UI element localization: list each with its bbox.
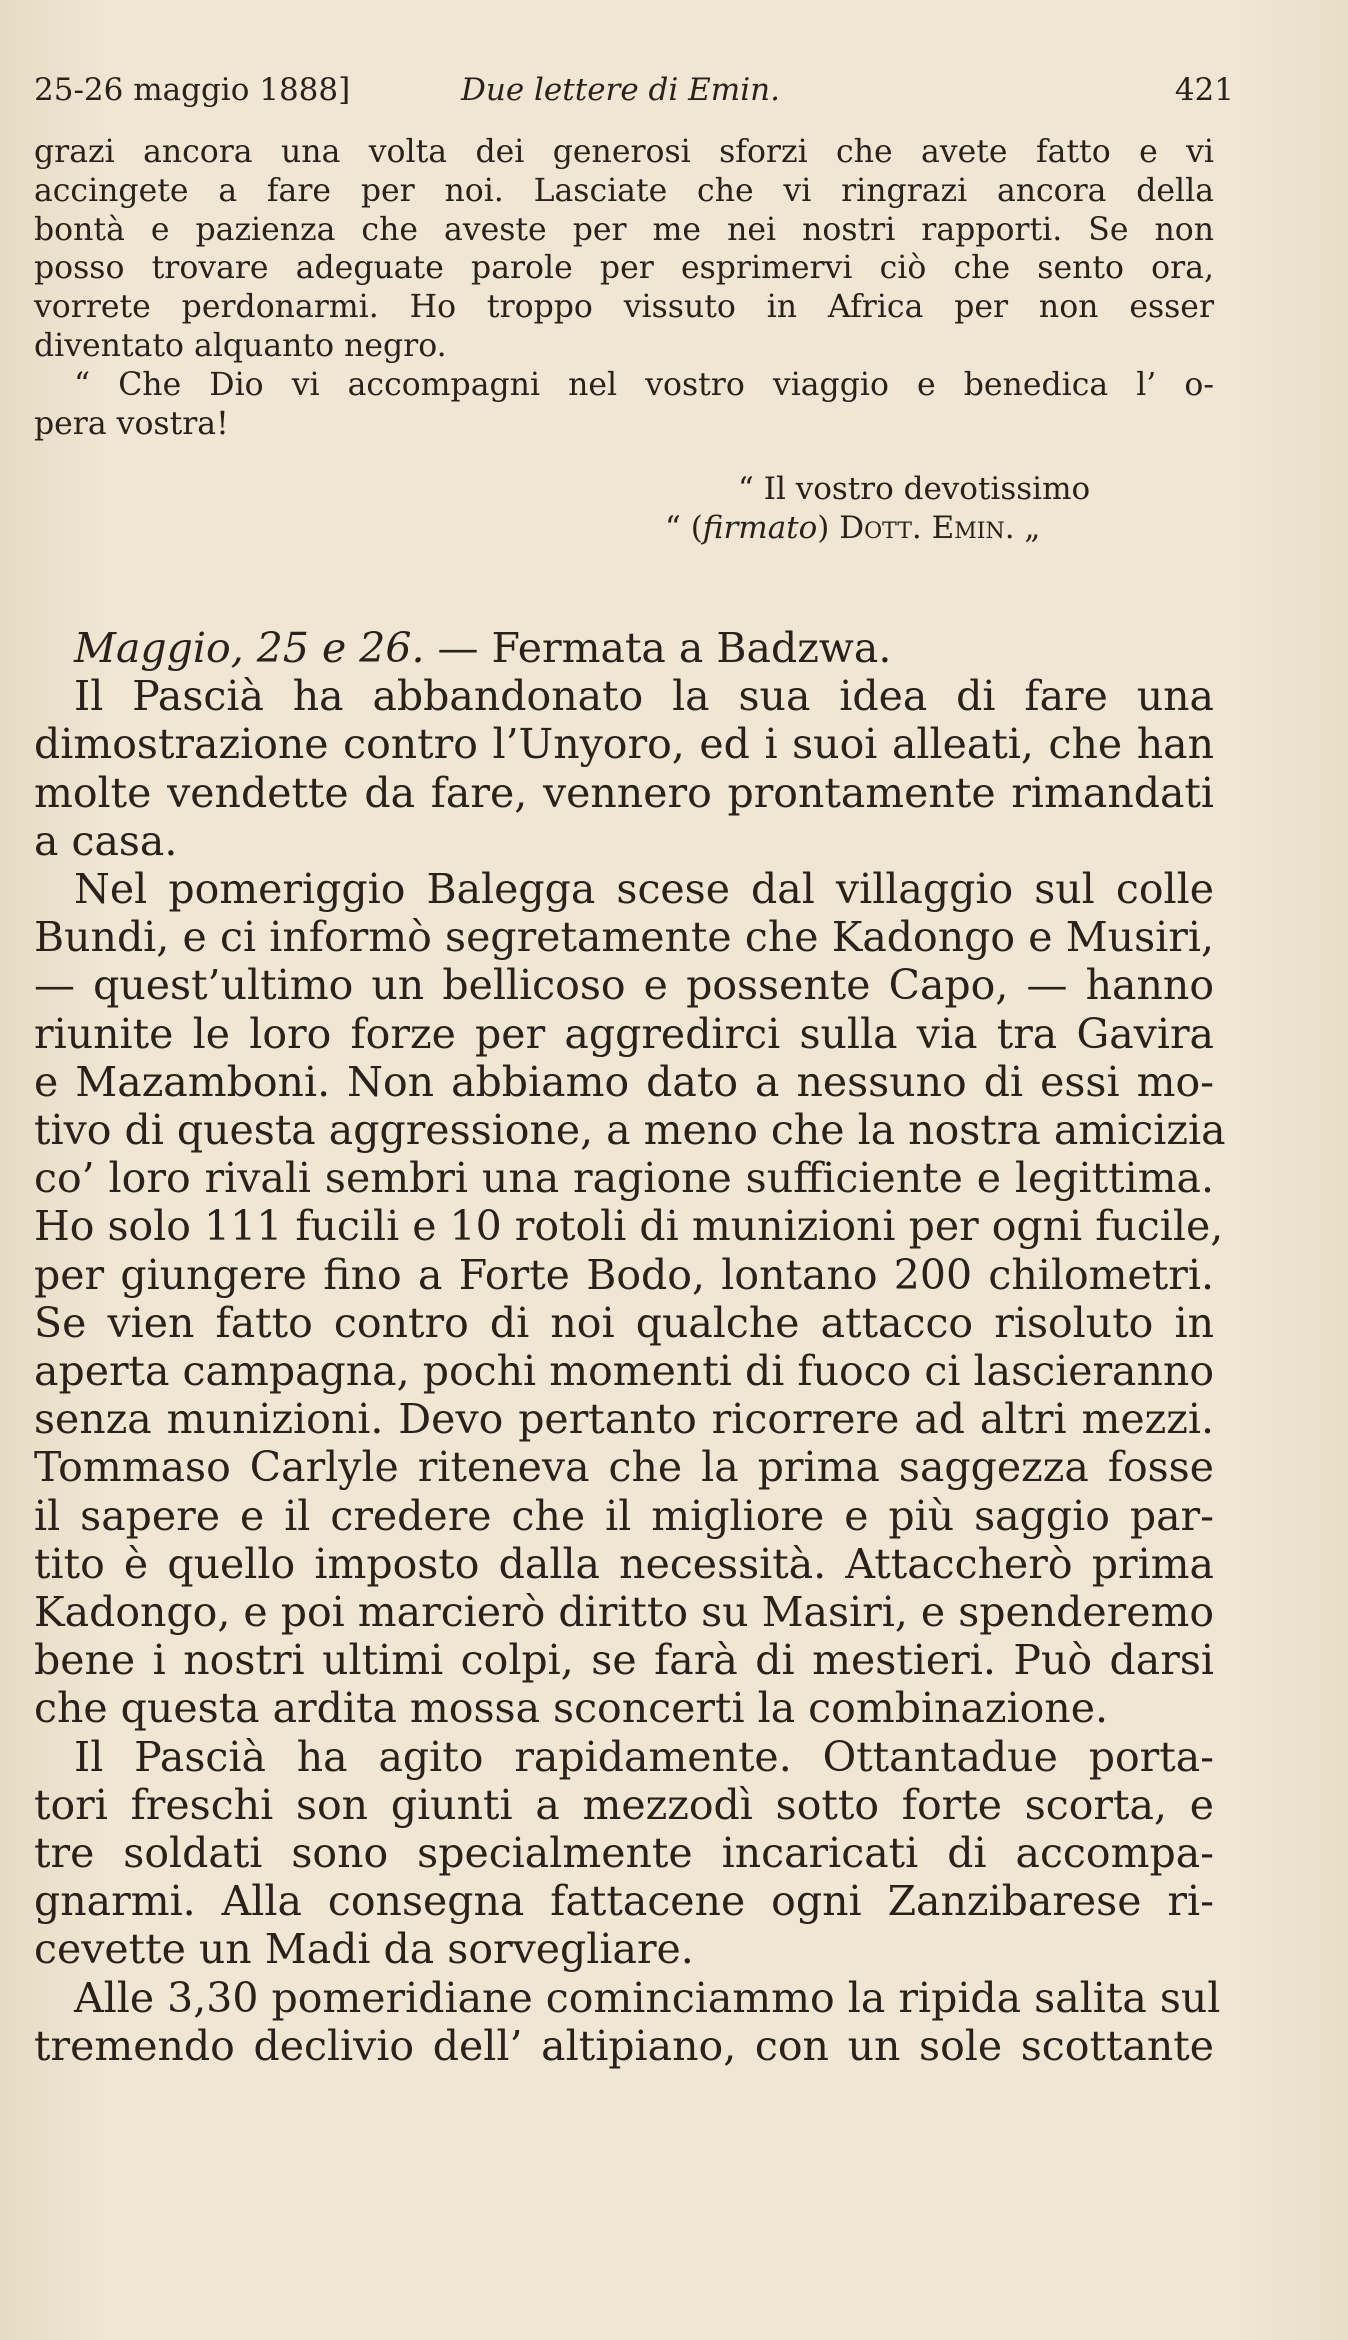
diary-heading [34, 624, 1214, 672]
diary-line: Kadongo, e poi marcierò diritto su Masiri, e spenderemo [34, 1588, 1215, 1637]
signature-firmato: firmato [702, 510, 818, 546]
page-number: 421 [1174, 72, 1234, 108]
diary-line: riunite le loro forze per aggredirci sulla via tra Gavira [34, 1009, 1214, 1058]
diary-line: Il Pascià ha abbandonato la sua idea di fare una [74, 672, 1214, 721]
diary-line: tre soldati sono specialmente incaricati di accompa- [34, 1829, 1214, 1878]
diary-line: Il Pascià ha agito rapidamente. Ottantadue porta- [74, 1732, 1214, 1781]
header-dates: 25-26 maggio 1888] [34, 72, 351, 108]
diary-line: tori freschi son giunti a mezzodì sotto forte scorta, e [34, 1780, 1214, 1829]
diary-line: cevette un Madi da sorvegliare. [34, 1925, 694, 1974]
diary-line: a casa. [34, 816, 178, 865]
diary-line: che questa ardita mossa sconcerti la combinazione. [34, 1684, 1109, 1733]
diary-line: Ho solo 111 fucili e 10 rotoli di munizioni per ogni fucile, [34, 1202, 1224, 1251]
diary-body [34, 624, 1226, 2070]
letter-line: posso trovare adeguate parole per esprimervi ciò che sento ora, [34, 250, 1214, 287]
letter-body [34, 133, 1214, 443]
diary-line: co’ loro rivali sembri una ragione sufficiente e legittima. [34, 1154, 1214, 1203]
diary-line: dimostrazione contro l’Unyoro, ed i suoi alleati, che han [34, 720, 1214, 769]
letter-line: diventato alquanto negro. [34, 327, 447, 364]
signature-close: ) [817, 510, 830, 546]
letter-line: vorrete perdonarmi. Ho troppo vissuto in Africa per non esser [34, 289, 1214, 326]
signature-name: Dott. Emin. „ [839, 510, 1041, 546]
diary-line: molte vendette da fare, vennero prontamente rimandati [34, 768, 1214, 817]
diary-line: e Mazamboni. Non abbiamo dato a nessuno di essi mo- [34, 1057, 1214, 1106]
header-chapter-title: Due lettere di Emin. [461, 72, 780, 108]
diary-date: Maggio, 25 e 26. [74, 624, 425, 672]
diary-line: per giungere fino a Forte Bodo, lontano 200 chilometri. [34, 1250, 1214, 1299]
diary-line: gnarmi. Alla consegna fattacene ogni Zanzibarese ri- [34, 1877, 1214, 1926]
diary-line: — quest’ultimo un bellicoso e possente Capo, — hanno [34, 961, 1214, 1010]
letter-line: grazi ancora una volta dei generosi sforzi che avete fatto e vi [34, 134, 1214, 170]
letter-closing: “ Il vostro devotissimo [738, 471, 1091, 507]
diary-line: il sapere e il credere che il migliore e più saggio par- [34, 1491, 1214, 1540]
running-header [34, 68, 1234, 112]
diary-heading-rest: — Fermata a Badzwa. [424, 624, 892, 672]
diary-line: tremendo declivio dell’ altipiano, con un sole scottante [34, 2021, 1214, 2070]
diary-line: Nel pomeriggio Balegga scese dal villaggio sul colle [74, 865, 1214, 914]
diary-line: Tommaso Carlyle riteneva che la prima saggezza fosse [34, 1443, 1214, 1492]
diary-line: aperta campagna, pochi momenti di fuoco ci lascieranno [34, 1347, 1214, 1396]
diary-line: Alle 3,30 pomeridiane cominciammo la ripida salita sul [74, 1973, 1221, 2022]
diary-line: bene i nostri ultimi colpi, se farà di mestieri. Può darsi [34, 1636, 1214, 1685]
diary-line: senza munizioni. Devo pertanto ricorrere ad altri mezzi. [34, 1395, 1214, 1444]
diary-line: tivo di questa aggressione, a meno che la nostra amicizia [34, 1106, 1226, 1155]
letter-line: “ Che Dio vi accompagni nel vostro viaggio e benedica l’ o- [74, 366, 1214, 403]
letter-signature [665, 508, 1040, 548]
letter-line: accingete a fare per noi. Lasciate che vi ringrazi ancora della [34, 172, 1214, 209]
diary-line: tito è quello imposto dalla necessità. Attaccherò prima [34, 1539, 1214, 1588]
letter-line: pera vostra! [34, 405, 229, 442]
diary-line: Bundi, e ci informò segretamente che Kadongo e Musiri, [34, 913, 1214, 962]
diary-line: Se vien fatto contro di noi qualche attacco risoluto in [34, 1298, 1214, 1347]
signature-open: “ ( [665, 510, 703, 546]
letter-line: bontà e pazienza che aveste per me nei nostri rapporti. Se non [34, 211, 1214, 248]
